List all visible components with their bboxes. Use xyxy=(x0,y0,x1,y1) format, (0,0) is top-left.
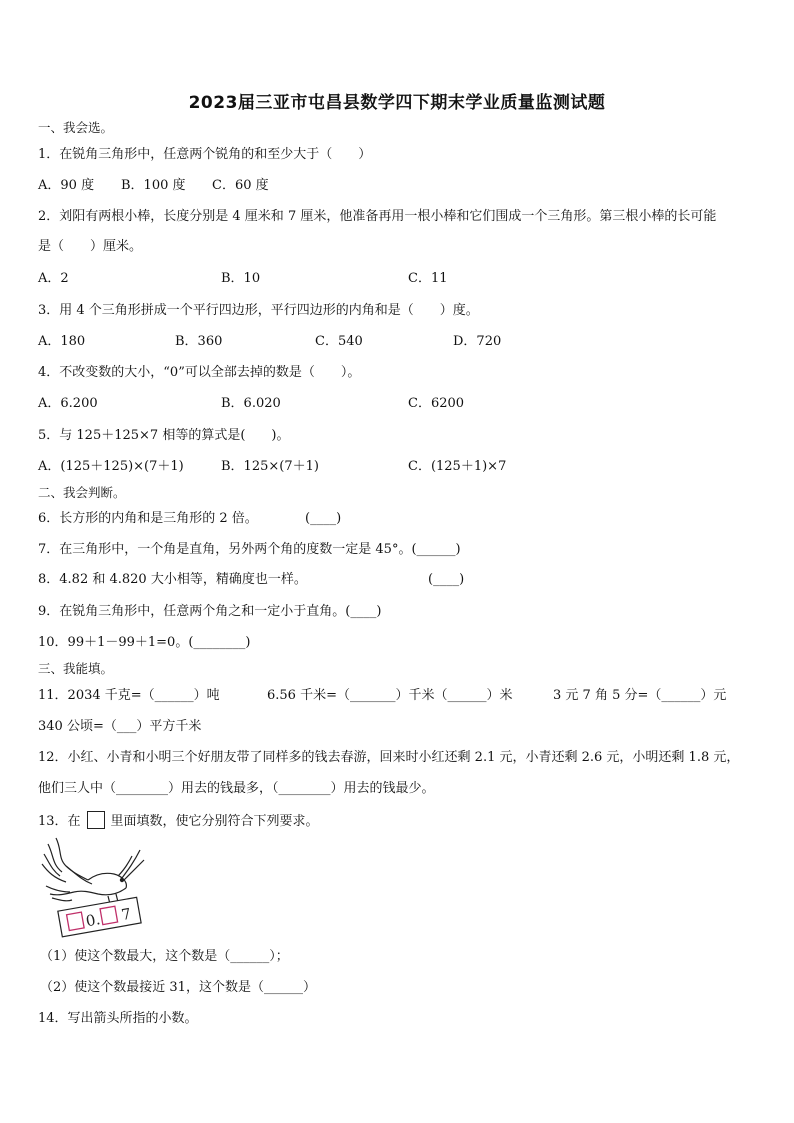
q1-option-c: C．60 度 xyxy=(212,178,269,193)
q2-option-c: C．11 xyxy=(408,271,448,286)
question-11-part-c: 3 元 7 角 5 分=（______）元 xyxy=(553,688,727,703)
question-13-sub-2: （2）使这个数最接近 31，这个数是（______） xyxy=(40,980,316,995)
q4-option-b: B．6.020 xyxy=(221,396,281,411)
q1-option-a: A．90 度 xyxy=(38,178,95,193)
question-11-part-d: 340 公顷=（___）平方千米 xyxy=(38,719,202,734)
blank-box-icon xyxy=(87,811,105,829)
q3-option-c: C．540 xyxy=(315,334,363,349)
page-title: 2023届三亚市屯昌县数学四下期末学业质量监测试题 xyxy=(188,93,606,113)
q3-option-a: A．180 xyxy=(38,334,86,349)
section-heading-choice: 一、我会选。 xyxy=(38,120,114,135)
q13-suffix: 里面填数，使它分别符合下列要求。 xyxy=(110,814,319,829)
q5-option-b: B．125×(7＋1) xyxy=(221,459,319,474)
question-7: 7．在三角形中，一个角是直角，另外两个角的度数一定是 45°。(______) xyxy=(38,542,461,557)
section-heading-fill: 三、我能填。 xyxy=(38,661,114,676)
section-heading-judge: 二、我会判断。 xyxy=(38,485,126,500)
q1-option-b: B．100 度 xyxy=(121,178,186,193)
question-2-line-2: 是（ ）厘米。 xyxy=(38,239,143,254)
card-decimal-text: 0. xyxy=(84,910,102,931)
q6-answer-blank: (____) xyxy=(305,511,342,526)
question-1: 1．在锐角三角形中，任意两个锐角的和至少大于（ ） xyxy=(38,147,372,162)
bird-holding-card-illustration xyxy=(36,836,176,944)
q3-option-d: D．720 xyxy=(453,334,502,349)
q4-option-a: A．6.200 xyxy=(38,396,98,411)
question-12-line-2: 他们三人中（________）用去的钱最多，（________）用去的钱最少。 xyxy=(38,781,435,796)
q3-option-b: B．360 xyxy=(175,334,223,349)
question-4: 4．不改变数的大小，“0”可以全部去掉的数是（ ）。 xyxy=(38,365,361,380)
question-11-part-a: 11．2034 千克=（______）吨 xyxy=(38,688,220,703)
q4-option-c: C．6200 xyxy=(408,396,465,411)
question-13 xyxy=(38,811,319,831)
question-11-part-b: 6.56 千米=（_______）千米（______）米 xyxy=(267,688,513,703)
question-8: 8．4.82 和 4.820 大小相等，精确度也一样。 xyxy=(38,572,307,587)
question-10: 10．99＋1－99＋1=0。(________) xyxy=(38,635,251,650)
card-last-digit-text: 7 xyxy=(119,904,133,925)
question-3: 3．用 4 个三角形拼成一个平行四边形，平行四边形的内角和是（ ）度。 xyxy=(38,303,479,318)
q5-option-a: A．(125＋125)×(7＋1) xyxy=(38,459,184,474)
question-13-sub-1: （1）使这个数最大，这个数是（______）； xyxy=(40,949,289,964)
q2-option-b: B．10 xyxy=(221,271,261,286)
question-9: 9．在锐角三角形中，任意两个角之和一定小于直角。(____) xyxy=(38,604,382,619)
q8-answer-blank: (____) xyxy=(428,572,465,587)
question-6: 6．长方形的内角和是三角形的 2 倍。 xyxy=(38,511,258,526)
q2-option-a: A．2 xyxy=(38,271,69,286)
question-2-line-1: 2．刘阳有两根小棒，长度分别是 4 厘米和 7 厘米，他准备再用一根小棒和它们围成一个三角形。第三根小棒的长可能 xyxy=(38,209,717,224)
question-12-line-1: 12．小红、小青和小明三个好朋友带了同样多的钱去春游，回来时小红还剩 2.1 元，小青还剩 2.6 元，小明还剩 1.8 元， xyxy=(38,750,740,765)
question-5: 5．与 125＋125×7 相等的算式是( )。 xyxy=(38,428,290,443)
question-14: 14．写出箭头所指的小数。 xyxy=(38,1011,198,1026)
q13-prefix: 13．在 xyxy=(38,814,81,829)
q5-option-c: C．(125＋1)×7 xyxy=(408,459,507,474)
